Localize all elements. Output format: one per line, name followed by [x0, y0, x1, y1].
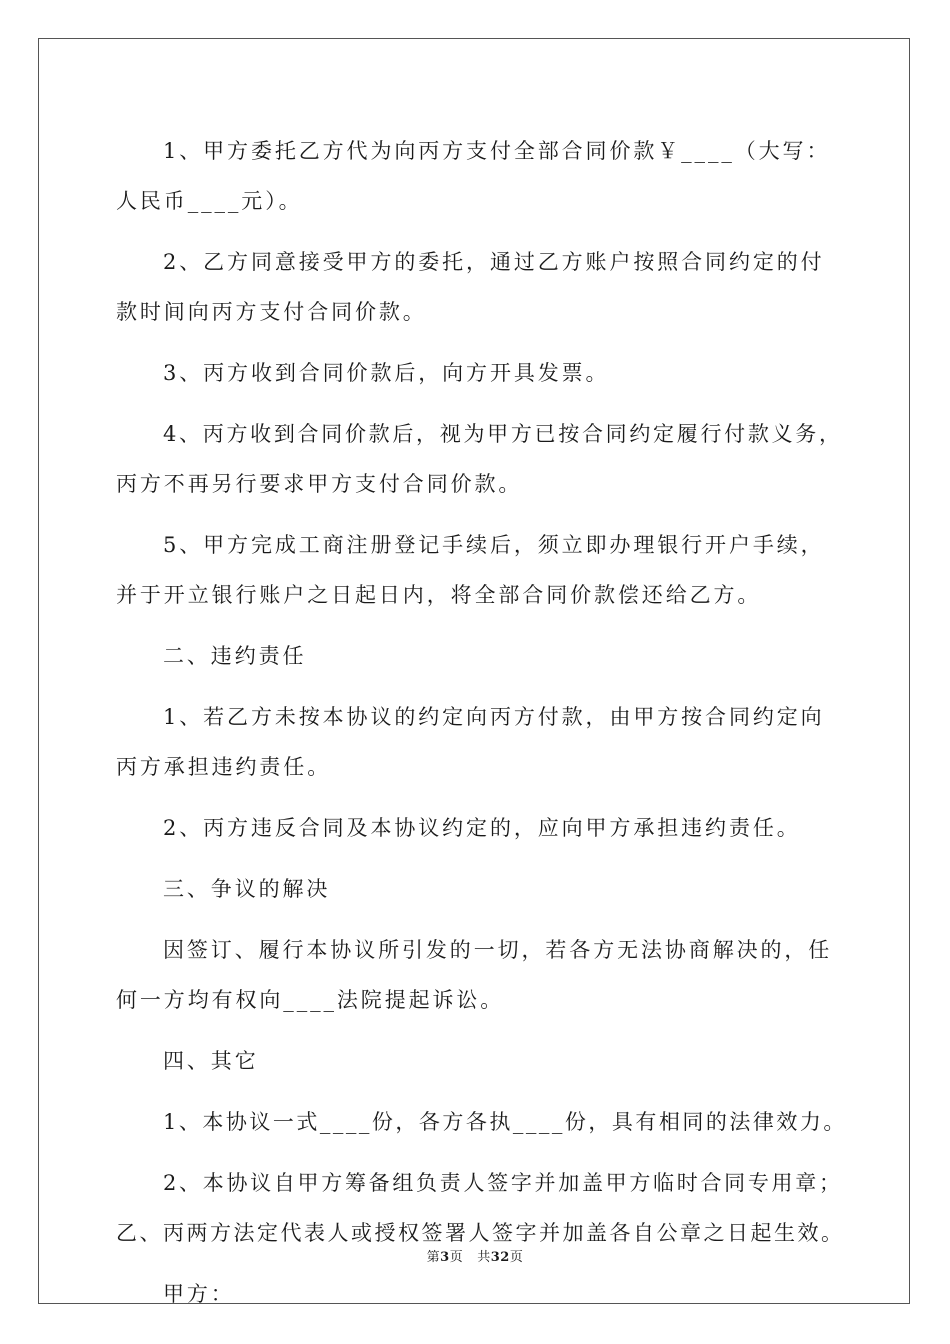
total-suffix: 页	[509, 1250, 524, 1265]
paragraph-line: 因签订、履行本协议所引发的一切，若各方无法协商解决的，任	[163, 938, 833, 962]
page-number: 3	[440, 1250, 450, 1265]
paragraph-line: 并于开立银行账户之日起日内，将全部合同价款偿还给乙方。	[116, 583, 762, 607]
paragraph-line: 1、若乙方未按本协议的约定向丙方付款，由甲方按合同约定向	[163, 705, 825, 729]
page-footer	[0, 1246, 950, 1265]
total-prefix: 共	[477, 1250, 491, 1265]
paragraph-line: 何一方均有权向____法院提起诉讼。	[116, 988, 505, 1012]
total-pages: 32	[490, 1250, 510, 1265]
paragraph-line: 5、甲方完成工商注册登记手续后，须立即办理银行开户手续，	[163, 533, 825, 557]
paragraph-line: 款时间向丙方支付合同价款。	[116, 300, 427, 324]
paragraph-line: 2、乙方同意接受甲方的委托，通过乙方账户按照合同约定的付	[163, 250, 825, 274]
section-heading: 四、其它	[163, 1049, 259, 1073]
paragraph-line: 丙方承担违约责任。	[116, 755, 332, 779]
paragraph-line: 乙、丙两方法定代表人或授权签署人签字并加盖各自公章之日起生效。	[116, 1221, 845, 1245]
paragraph-line: 1、甲方委托乙方代为向丙方支付全部合同价款￥____（大写：	[163, 139, 831, 163]
paragraph-line: 丙方不再另行要求甲方支付合同价款。	[116, 472, 523, 496]
paragraph-line: 人民币____元）。	[116, 189, 303, 213]
document-body	[116, 126, 846, 1319]
paragraph-line: 1、本协议一式____份，各方各执____份，具有相同的法律效力。	[163, 1110, 847, 1134]
paragraph-line: 3、丙方收到合同价款后，向方开具发票。	[163, 361, 610, 385]
paragraph-line: 2、本协议自甲方筹备组负责人签字并加盖甲方临时合同专用章；	[163, 1171, 843, 1195]
signature-label: 甲方：	[163, 1282, 235, 1306]
paragraph-line: 2、丙方违反合同及本协议约定的，应向甲方承担违约责任。	[163, 816, 801, 840]
paragraph-line: 4、丙方收到合同价款后，视为甲方已按合同约定履行付款义务，	[163, 422, 843, 446]
section-heading: 三、争议的解决	[163, 877, 331, 901]
section-heading: 二、违约责任	[163, 644, 307, 668]
page-suffix: 页	[449, 1250, 464, 1265]
page-prefix: 第	[426, 1250, 441, 1265]
